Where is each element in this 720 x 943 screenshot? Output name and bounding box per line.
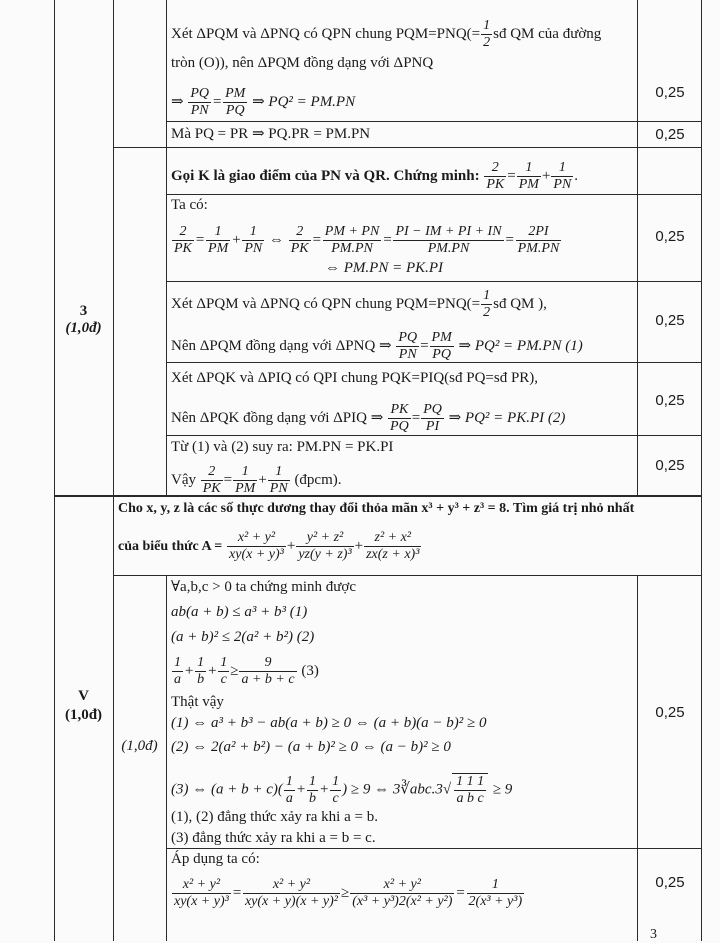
content-left-border-2 [166,576,167,941]
text: Xét ΔPQM và ΔPNQ có QPN chung PQM=PNQ(= [171,295,481,312]
text-line: Ta có: [171,197,208,213]
den: PK [290,241,309,256]
score: 0,25 [655,704,685,721]
row-line [166,848,701,849]
fraction: $\frac{1}{c}$ [332,773,340,806]
sub-points: (1,0đ) [121,738,158,754]
num: 2 [172,224,194,241]
text: ⇒ PQ² = PM.PN (1) [458,337,583,354]
den: PQ [390,419,409,434]
text-line: (a + b)² ≤ 2(a² + b²) (2) [171,629,315,645]
num: 1 [467,877,525,894]
problem-line: Cho x, y, z là các số thực dương thay đổi thỏa mãn x³ + y³ + z³ = 8. Tìm giá trị nhỏ nhất [118,501,635,516]
score: 0,25 [655,126,685,143]
text-line: (1), (2) đẳng thức xảy ra khi a = b. [171,809,378,825]
den: zx(z + x)³ [366,547,420,562]
num: 1 [242,224,264,241]
den: xy(x + y)(x + y)² [244,894,338,909]
text: Xét ΔPQM và ΔPNQ có QPN chung PQM=PNQ(= [171,25,481,42]
fraction [484,160,506,193]
equation-line: $\frac{\text{x² + y²}}{\text{xy(x + y)³}}$ = $\frac{\text{x² + y²}}{\text{xy(x + y)(x + y)²}}$ ≥ $\frac{\text{x² + y²}}{\text{(x³ + y³)2(x² + y²)}}$ = $\frac{1}{\text{2(x³ + y³)}}$ [174,877,523,909]
fraction [393,224,503,257]
num: x² + y² [350,877,454,894]
den: PN [553,177,572,192]
den: (x³ + y³)2(x² + y²) [352,894,453,909]
text: ⇒ PQ² = PM.PN [252,93,356,110]
num: 1 [206,224,230,241]
den: xy(x + y)³ [174,894,229,909]
score: 0,25 [655,392,685,409]
fraction [430,330,454,363]
problem-line: của biểu thức A = $\frac{\text{x² + y²}}{\text{xy(x + y)³}}$ + $\frac{\text{y² + z²}}{\text{yz(y + z)³}}$ + $\frac{\text{z² + x²}}{\text{zx(z + x)³}}$ [118,530,420,562]
num: 2 [201,464,223,481]
section-divider [113,0,114,941]
den: PI [425,419,440,434]
den: c [332,790,339,806]
text-line [171,288,547,321]
den: PM.PN [427,241,470,256]
text-line: Áp dụng ta có: [171,851,260,867]
content-left-border [166,0,167,496]
num: PI − IM + PI + IN [395,224,502,239]
den: b [309,790,317,806]
arrow: ⇒ [171,93,184,110]
text-line: Vậy $\frac{2}{PK}$ = $\frac{1}{PM}$ + $\frac{1}{PN}$ (đpcm). [171,464,342,496]
fraction [289,224,311,257]
num: 1 [483,18,491,33]
den: PM [518,177,539,192]
text: Nên ΔPQK đồng dạng với ΔPIQ ⇒ [171,409,384,426]
num: 1 [483,288,491,303]
row-line [113,575,701,576]
num: y² + z² [296,530,353,547]
text: sđ QM của đường [493,25,602,42]
text-line: ab(a + b) ≤ a³ + b³ (1) [171,604,308,620]
claim-line: Gọi K là giao điểm của PN và QR. Chứng minh: $\frac{2}{PK}$ = $\frac{1}{PM}$ + $\frac{1}{PN}$ . [171,160,579,192]
den: 2 [483,35,491,50]
den: PM.PN [517,241,560,256]
num: 1 [517,160,541,177]
fraction [323,224,382,257]
fraction [396,330,419,363]
fraction-half [481,288,492,321]
num: z² + x² [364,530,421,547]
text: ⇒ PQ² = PK.PI (2) [448,409,566,426]
fraction [172,877,231,910]
table-right-border [701,0,702,941]
text-line [171,18,601,51]
fraction [388,402,411,435]
num: 1 [233,464,257,481]
text: Nên ΔPQM đồng dạng với ΔPNQ ⇒ [171,337,392,354]
question-points: (1,0đ) [64,707,103,723]
fraction [551,160,573,193]
den: 2(x³ + y³) [468,894,523,909]
fraction [227,530,286,563]
text-line: Xét ΔPQK và ΔPIQ có QPI chung PQK=PIQ(sđ PQ=sđ PR), [171,370,539,386]
tag: (3) [301,662,319,679]
text: ≥ 9 [492,781,513,798]
fraction [172,224,194,257]
den: b [197,672,205,687]
score: 0,25 [655,228,685,245]
fraction: $\frac{1}{c}$ [220,655,228,687]
table-left-border [54,0,55,941]
fraction-half [481,18,492,51]
row-line [166,435,701,436]
fraction [201,464,223,497]
num: 1 [551,160,573,177]
num: PM [225,86,246,101]
den: PM [208,241,229,256]
row-line [166,194,701,195]
root-fraction: $\frac{1 1 1}{\text{a b c}}$ [452,773,488,807]
question-number: 3 [79,303,88,319]
row-line [166,281,701,282]
num: 2 [484,160,506,177]
fraction [242,224,264,257]
equation-line: $\frac{1}{a}$ + $\frac{1}{b}$ + $\frac{1}{c}$ ≥ $\frac{9}{a + b + c}$ (3) [174,655,319,687]
score-divider-2 [637,576,638,941]
den: xy(x + y)³ [229,547,284,562]
num: x² + y² [227,530,286,547]
score: 0,25 [655,457,685,474]
den: yz(y + z)³ [298,547,352,562]
score-divider [637,0,638,496]
page-number: 3 [650,927,657,942]
text: ) ≥ 9 ⇔ 3∛abc.3 [342,781,443,798]
den: PN [190,103,209,118]
den: PN [244,241,263,256]
den: c [220,672,227,687]
section-line [54,495,701,497]
row-line [113,147,701,148]
score: 0,25 [655,874,685,891]
equation-line: (3) ⇔ (a + b + c)( $\frac{1}{a}$ + $\frac{1}{b}$ + $\frac{1}{c}$ ) ≥ 9 ⇔ 3∛abc.3√ $\frac{1 1 1}{\text{a b c}}$ ≥ 9 [171,773,513,806]
den: 2 [483,305,491,320]
fraction [233,464,257,497]
text: sđ QM ), [493,295,547,312]
score: 0,25 [655,84,685,101]
question-points: (1,0đ) [65,320,102,336]
den: a + b + c [241,672,295,687]
num: x² + y² [243,877,340,894]
num: x² + y² [172,877,231,894]
equation-line: ⇒ $\frac{PQ}{PN}$ = $\frac{PM}{PQ}$ ⇒ PQ² = PM.PN [171,86,356,118]
den: PN [269,481,288,496]
den: a [285,790,293,806]
text-line: (3) đẳng thức xảy ra khi a = b = c. [171,830,376,846]
num: PQ [190,86,209,101]
text-line: Mà PQ = PR ⇒ PQ.PR = PM.PN [171,126,371,142]
fraction [421,402,444,435]
text: Vậy [171,471,196,488]
text-line: Nên ΔPQM đồng dạng với ΔPNQ ⇒ $\frac{PQ}{PN}$ = $\frac{PM}{PQ}$ ⇒ PQ² = PM.PN (1) [171,330,583,362]
den: PK [174,241,192,256]
den: PQ [432,347,451,362]
fraction [467,877,525,910]
den: a [174,672,181,687]
text: Gọi K là giao điểm của PN và QR. Chứng minh: [171,167,480,184]
question-number: V [78,688,89,704]
fraction: $\frac{1}{b}$ [309,773,317,806]
fraction [296,530,353,563]
num: PM + PN [324,224,380,239]
fraction [268,464,290,497]
text-line: Từ (1) và (2) suy ra: PM.PN = PK.PI [171,439,394,455]
fraction [350,877,454,910]
row-line [166,121,701,122]
text: của biểu thức A = [118,538,223,554]
equation-line: ⇔ PM.PN = PK.PI [325,260,444,276]
text-line: Thật vậy [171,694,224,710]
num: 1 [268,464,290,481]
fraction [188,86,211,119]
equation-line: $\frac{2}{PK}$ = $\frac{1}{PM}$ + $\frac{1}{PN}$ ⇔ $\frac{2}{PK}$ = $\frac{PM + PN}{PM.PN}$ = $\frac{PI - IM + PI + IN}{PM.PN}$ = $\frac{2PI}{PM.PN}$ [174,224,560,256]
den: PM.PN [331,241,373,256]
fraction [223,86,247,119]
num: 2 [289,224,311,241]
fraction: $\frac{1}{a}$ [174,655,181,687]
den: PK [202,481,221,496]
fraction [239,655,296,688]
text-line: Nên ΔPQK đồng dạng với ΔPIQ ⇒ $\frac{PK}{PQ}$ = $\frac{PQ}{PI}$ ⇒ PQ² = PK.PI (2) [171,402,566,434]
den: PM [235,481,256,496]
fraction [517,160,541,193]
fraction: $\frac{1}{a}$ [285,773,293,806]
num: 9 [239,655,296,672]
score: 0,25 [655,312,685,329]
fraction [206,224,230,257]
den: PQ [225,103,245,118]
text-line: tròn (O)), nên ΔPQM đồng dạng với ΔPNQ [171,55,434,71]
num: PM [431,330,452,345]
num: PK [388,402,411,419]
den: PN [398,347,417,362]
num: PQ [423,402,442,417]
num: PQ [398,330,418,345]
text-line: ∀a,b,c > 0 ta chứng minh được [171,579,356,595]
text: (3) ⇔ (a + b + c)( [171,781,283,798]
fraction [243,877,340,910]
fraction [364,530,421,563]
den: PK [486,177,505,192]
text: (đpcm). [294,471,342,488]
num: 2PI [516,224,562,241]
text-line: (2) ⇔ 2(a² + b²) − (a + b)² ≥ 0 ⇔ (a − b)² ≥ 0 [171,739,451,755]
text-line: (1) ⇔ a³ + b³ − ab(a + b) ≥ 0 ⇔ (a + b)(a − b)² ≥ 0 [171,715,487,731]
fraction [516,224,562,257]
fraction: $\frac{1}{b}$ [197,655,205,687]
